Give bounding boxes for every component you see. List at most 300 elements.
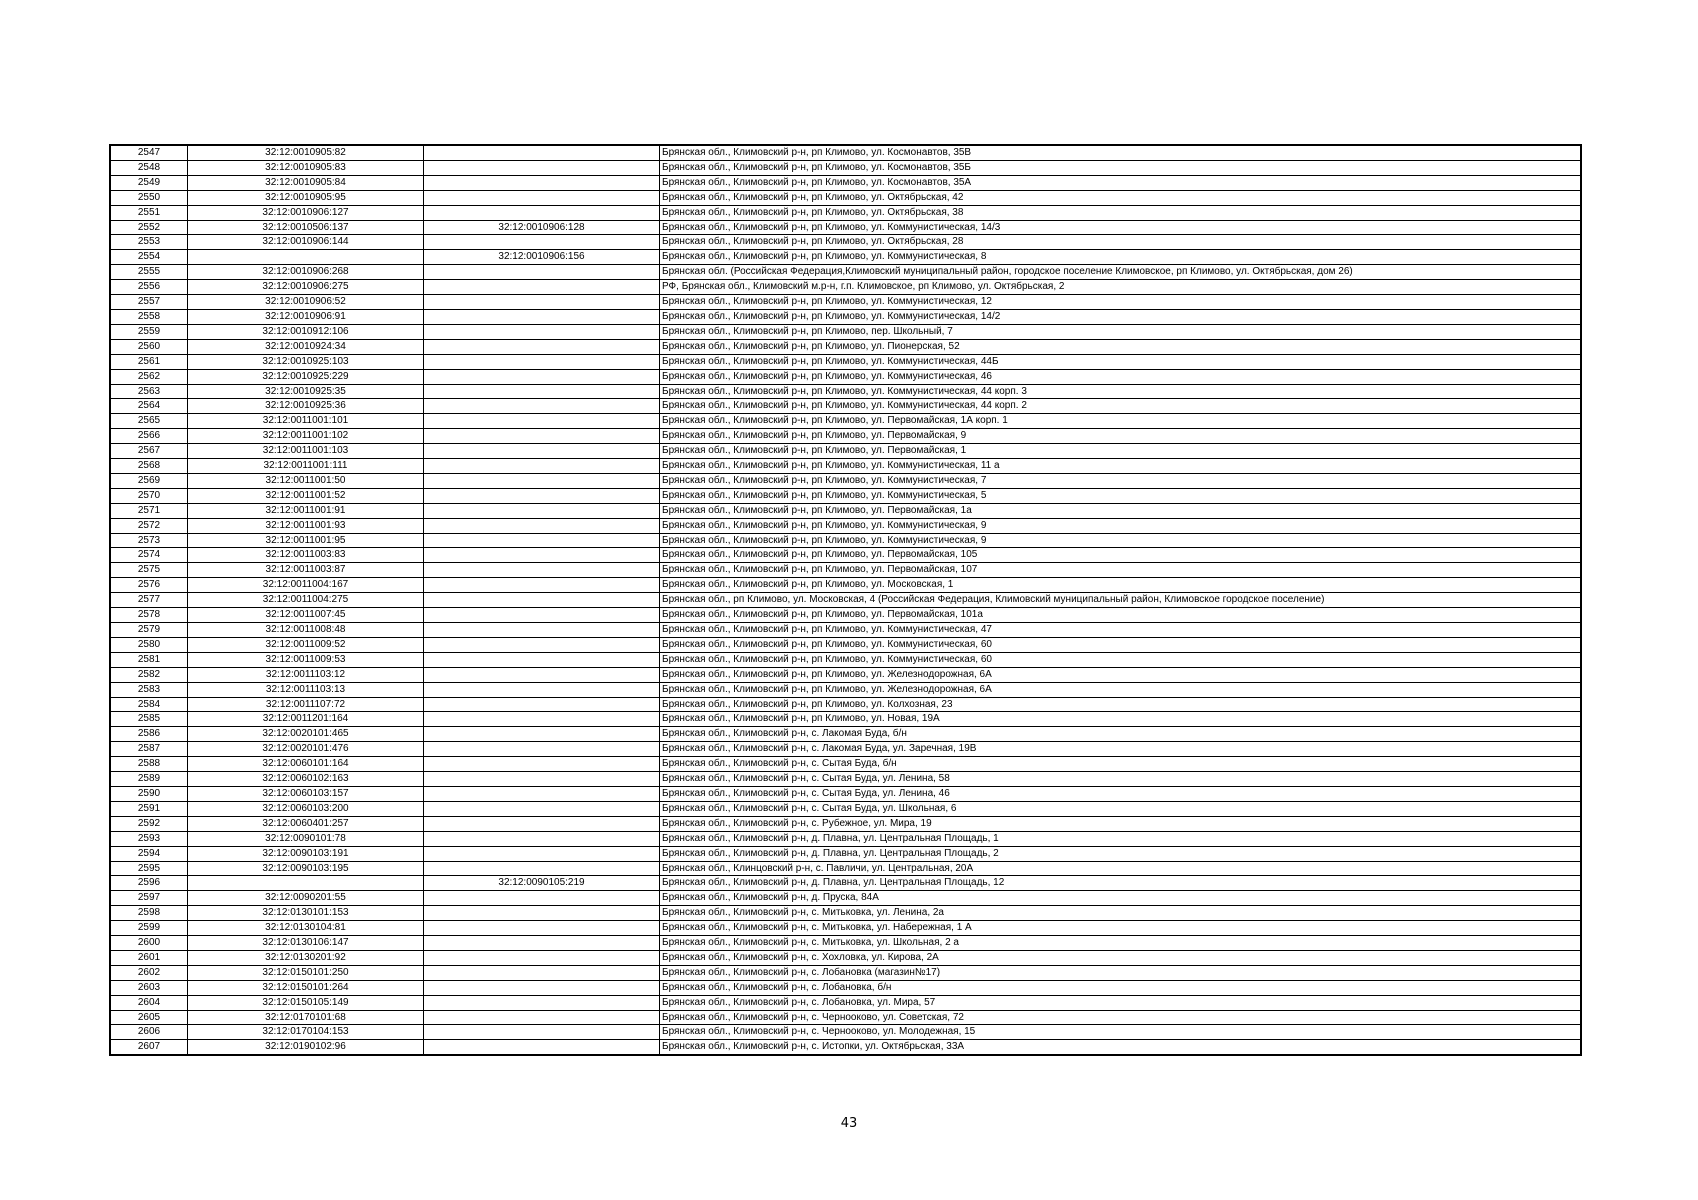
address-cell: Брянская обл., Климовский р-н, рп Климово, ул. Коммунистическая, 14/2 xyxy=(660,309,1582,324)
table-row xyxy=(110,369,1581,384)
cadastral-number-cell: 32:12:0190102:96 xyxy=(188,1040,424,1055)
related-cadastral-number-cell xyxy=(424,1010,660,1025)
row-number-cell: 2572 xyxy=(110,518,188,533)
table-row xyxy=(110,280,1581,295)
cadastral-number-cell: 32:12:0011107:72 xyxy=(188,697,424,712)
address-cell: Брянская обл., Климовский р-н, с. Лакомая Буда, ул. Заречная, 19В xyxy=(660,742,1582,757)
related-cadastral-number-cell xyxy=(424,548,660,563)
table-row xyxy=(110,697,1581,712)
table-row xyxy=(110,742,1581,757)
address-cell: Брянская обл., Климовский р-н, с. Митьковка, ул. Школьная, 2 а xyxy=(660,936,1582,951)
table-row xyxy=(110,548,1581,563)
related-cadastral-number-cell xyxy=(424,623,660,638)
related-cadastral-number-cell xyxy=(424,309,660,324)
cadastral-number-cell: 32:12:0060101:164 xyxy=(188,757,424,772)
address-cell: Брянская обл., Климовский р-н, рп Климово, ул. Коммунистическая, 47 xyxy=(660,623,1582,638)
cadastral-number-cell xyxy=(188,876,424,891)
table-row xyxy=(110,578,1581,593)
row-number-cell: 2601 xyxy=(110,950,188,965)
table-row xyxy=(110,861,1581,876)
cadastral-number-cell: 32:12:0011003:87 xyxy=(188,563,424,578)
related-cadastral-number-cell: 32:12:0010906:156 xyxy=(424,250,660,265)
address-cell: Брянская обл., Климовский р-н, д. Плавна, ул. Центральная Площадь, 2 xyxy=(660,846,1582,861)
cadastral-number-cell: 32:12:0010912:106 xyxy=(188,324,424,339)
table-row xyxy=(110,250,1581,265)
cadastral-number-cell: 32:12:0010905:95 xyxy=(188,190,424,205)
cadastral-number-cell: 32:12:0010506:137 xyxy=(188,220,424,235)
cadastral-number-cell: 32:12:0010906:52 xyxy=(188,295,424,310)
address-cell: Брянская обл., Климовский р-н, рп Климово, ул. Коммунистическая, 44 корп. 2 xyxy=(660,399,1582,414)
row-number-cell: 2565 xyxy=(110,414,188,429)
row-number-cell: 2550 xyxy=(110,190,188,205)
table-row xyxy=(110,846,1581,861)
cadastral-number-cell: 32:12:0011201:164 xyxy=(188,712,424,727)
row-number-cell: 2599 xyxy=(110,921,188,936)
related-cadastral-number-cell xyxy=(424,384,660,399)
cadastral-number-cell: 32:12:0010925:35 xyxy=(188,384,424,399)
cadastral-number-cell: 32:12:0010925:36 xyxy=(188,399,424,414)
cadastral-number-cell: 32:12:0011001:111 xyxy=(188,459,424,474)
table-row xyxy=(110,503,1581,518)
table-row xyxy=(110,339,1581,354)
row-number-cell: 2558 xyxy=(110,309,188,324)
related-cadastral-number-cell xyxy=(424,950,660,965)
cadastral-number-cell: 32:12:0011008:48 xyxy=(188,623,424,638)
related-cadastral-number-cell xyxy=(424,667,660,682)
address-cell: Брянская обл., Климовский р-н, с. Хохловка, ул. Кирова, 2А xyxy=(660,950,1582,965)
cadastral-number-cell: 32:12:0060102:163 xyxy=(188,772,424,787)
related-cadastral-number-cell xyxy=(424,444,660,459)
address-cell: Брянская обл., Климовский р-н, рп Климово, ул. Коммунистическая, 12 xyxy=(660,295,1582,310)
cadastral-number-cell: 32:12:0170101:68 xyxy=(188,1010,424,1025)
cadastral-number-cell: 32:12:0010906:275 xyxy=(188,280,424,295)
cadastral-number-cell: 32:12:0011001:93 xyxy=(188,518,424,533)
related-cadastral-number-cell xyxy=(424,518,660,533)
address-cell: Брянская обл., Климовский р-н, рп Климово, ул. Первомайская, 1 xyxy=(660,444,1582,459)
cadastral-number-cell: 32:12:0130201:92 xyxy=(188,950,424,965)
table-row xyxy=(110,459,1581,474)
row-number-cell: 2554 xyxy=(110,250,188,265)
row-number-cell: 2598 xyxy=(110,906,188,921)
row-number-cell: 2571 xyxy=(110,503,188,518)
row-number-cell: 2549 xyxy=(110,175,188,190)
related-cadastral-number-cell xyxy=(424,160,660,175)
address-cell: Брянская обл., Климовский р-н, рп Климово, ул. Коммунистическая, 46 xyxy=(660,369,1582,384)
address-cell: Брянская обл., Климовский р-н, с. Митьковка, ул. Ленина, 2а xyxy=(660,906,1582,921)
row-number-cell: 2580 xyxy=(110,637,188,652)
table-row xyxy=(110,175,1581,190)
related-cadastral-number-cell xyxy=(424,175,660,190)
related-cadastral-number-cell xyxy=(424,965,660,980)
address-cell: Брянская обл., Климовский р-н, рп Климово, ул. Коммунистическая, 60 xyxy=(660,637,1582,652)
related-cadastral-number-cell xyxy=(424,190,660,205)
related-cadastral-number-cell xyxy=(424,936,660,951)
table-row xyxy=(110,265,1581,280)
related-cadastral-number-cell xyxy=(424,280,660,295)
register-table xyxy=(109,144,1582,1056)
table-row xyxy=(110,652,1581,667)
row-number-cell: 2551 xyxy=(110,205,188,220)
table-row xyxy=(110,876,1581,891)
row-number-cell: 2600 xyxy=(110,936,188,951)
row-number-cell: 2582 xyxy=(110,667,188,682)
row-number-cell: 2575 xyxy=(110,563,188,578)
address-cell: Брянская обл., Климовский р-н, с. Чернооково, ул. Молодежная, 15 xyxy=(660,1025,1582,1040)
cadastral-number-cell: 32:12:0011001:101 xyxy=(188,414,424,429)
cadastral-number-cell: 32:12:0090101:78 xyxy=(188,831,424,846)
address-cell: Брянская обл., Климовский р-н, рп Климово, ул. Железнодорожная, 6А xyxy=(660,682,1582,697)
related-cadastral-number-cell xyxy=(424,354,660,369)
row-number-cell: 2602 xyxy=(110,965,188,980)
related-cadastral-number-cell xyxy=(424,816,660,831)
cadastral-number-cell: 32:12:0010906:144 xyxy=(188,235,424,250)
table-row xyxy=(110,712,1581,727)
cadastral-number-cell: 32:12:0170104:153 xyxy=(188,1025,424,1040)
address-cell: Брянская обл., Климовский р-н, с. Сытая Буда, ул. Школьная, 6 xyxy=(660,801,1582,816)
related-cadastral-number-cell xyxy=(424,742,660,757)
related-cadastral-number-cell xyxy=(424,861,660,876)
address-cell: Брянская обл., Климовский р-н, рп Климово, ул. Октябрьская, 42 xyxy=(660,190,1582,205)
cadastral-number-cell: 32:12:0011001:52 xyxy=(188,488,424,503)
related-cadastral-number-cell xyxy=(424,757,660,772)
cadastral-number-cell: 32:12:0130101:153 xyxy=(188,906,424,921)
cadastral-number-cell: 32:12:0010905:82 xyxy=(188,145,424,160)
address-cell: Брянская обл., рп Климово, ул. Московская, 4 (Российская Федерация, Климовский муниципальный район, Климовское городское поселение) xyxy=(660,593,1582,608)
address-cell: Брянская обл., Климовский р-н, рп Климово, ул. Коммунистическая, 5 xyxy=(660,488,1582,503)
cadastral-number-cell: 32:12:0020101:465 xyxy=(188,727,424,742)
cadastral-number-cell: 32:12:0011001:91 xyxy=(188,503,424,518)
cadastral-number-cell: 32:12:0090103:195 xyxy=(188,861,424,876)
table-row xyxy=(110,1010,1581,1025)
row-number-cell: 2591 xyxy=(110,801,188,816)
related-cadastral-number-cell xyxy=(424,712,660,727)
address-cell: Брянская обл., Климовский р-н, с. Рубежное, ул. Мира, 19 xyxy=(660,816,1582,831)
address-cell: Брянская обл., Климовский р-н, рп Климово, ул. Космонавтов, 35Б xyxy=(660,160,1582,175)
row-number-cell: 2581 xyxy=(110,652,188,667)
table-row xyxy=(110,637,1581,652)
cadastral-number-cell: 32:12:0011103:13 xyxy=(188,682,424,697)
row-number-cell: 2566 xyxy=(110,429,188,444)
related-cadastral-number-cell xyxy=(424,772,660,787)
table-row xyxy=(110,980,1581,995)
address-cell: Брянская обл., Климовский р-н, рп Климово, ул. Коммунистическая, 11 а xyxy=(660,459,1582,474)
row-number-cell: 2594 xyxy=(110,846,188,861)
address-cell: Брянская обл., Климовский р-н, рп Климово, ул. Первомайская, 101а xyxy=(660,608,1582,623)
row-number-cell: 2579 xyxy=(110,623,188,638)
related-cadastral-number-cell xyxy=(424,652,660,667)
address-cell: Брянская обл., Климовский р-н, рп Климово, ул. Космонавтов, 35В xyxy=(660,145,1582,160)
table-row xyxy=(110,950,1581,965)
table-row xyxy=(110,608,1581,623)
related-cadastral-number-cell xyxy=(424,399,660,414)
address-cell: Брянская обл., Климовский р-н, с. Митьковка, ул. Набережная, 1 А xyxy=(660,921,1582,936)
row-number-cell: 2561 xyxy=(110,354,188,369)
table-row xyxy=(110,667,1581,682)
row-number-cell: 2567 xyxy=(110,444,188,459)
register-table-body xyxy=(110,145,1581,1055)
cadastral-number-cell: 32:12:0010906:91 xyxy=(188,309,424,324)
address-cell: Брянская обл. (Российская Федерация,Климовский муниципальный район, городское поселение Климовское, рп Климово, ул. Октябрьская, дом 26) xyxy=(660,265,1582,280)
address-cell: Брянская обл., Климовский р-н, рп Климово, ул. Коммунистическая, 14/3 xyxy=(660,220,1582,235)
related-cadastral-number-cell xyxy=(424,324,660,339)
related-cadastral-number-cell xyxy=(424,846,660,861)
row-number-cell: 2588 xyxy=(110,757,188,772)
address-cell: Брянская обл., Климовский р-н, рп Климово, ул. Первомайская, 9 xyxy=(660,429,1582,444)
related-cadastral-number-cell xyxy=(424,295,660,310)
row-number-cell: 2553 xyxy=(110,235,188,250)
related-cadastral-number-cell xyxy=(424,369,660,384)
address-cell: Брянская обл., Климовский р-н, д. Пруска, 84А xyxy=(660,891,1582,906)
row-number-cell: 2592 xyxy=(110,816,188,831)
row-number-cell: 2577 xyxy=(110,593,188,608)
cadastral-number-cell: 32:12:0011001:95 xyxy=(188,533,424,548)
table-row xyxy=(110,354,1581,369)
table-row xyxy=(110,444,1581,459)
cadastral-number-cell: 32:12:0150101:264 xyxy=(188,980,424,995)
table-row xyxy=(110,309,1581,324)
cadastral-number-cell: 32:12:0010925:229 xyxy=(188,369,424,384)
cadastral-number-cell: 32:12:0010925:103 xyxy=(188,354,424,369)
address-cell: Брянская обл., Климовский р-н, с. Истопки, ул. Октябрьская, 33А xyxy=(660,1040,1582,1055)
cadastral-number-cell: 32:12:0150105:149 xyxy=(188,995,424,1010)
address-cell: Брянская обл., Климовский р-н, рп Климово, ул. Первомайская, 107 xyxy=(660,563,1582,578)
related-cadastral-number-cell xyxy=(424,637,660,652)
related-cadastral-number-cell xyxy=(424,145,660,160)
cadastral-number-cell: 32:12:0010906:127 xyxy=(188,205,424,220)
table-row xyxy=(110,682,1581,697)
row-number-cell: 2547 xyxy=(110,145,188,160)
address-cell: Брянская обл., Климовский р-н, с. Чернооково, ул. Советская, 72 xyxy=(660,1010,1582,1025)
address-cell: Брянская обл., Климовский р-н, рп Климово, ул. Коммунистическая, 44 корп. 3 xyxy=(660,384,1582,399)
cadastral-number-cell: 32:12:0010905:84 xyxy=(188,175,424,190)
row-number-cell: 2595 xyxy=(110,861,188,876)
address-cell: Брянская обл., Климовский р-н, рп Климово, ул. Коммунистическая, 8 xyxy=(660,250,1582,265)
table-row xyxy=(110,295,1581,310)
related-cadastral-number-cell xyxy=(424,533,660,548)
table-row xyxy=(110,906,1581,921)
row-number-cell: 2564 xyxy=(110,399,188,414)
cadastral-number-cell: 32:12:0011001:103 xyxy=(188,444,424,459)
table-row xyxy=(110,995,1581,1010)
table-row xyxy=(110,145,1581,160)
related-cadastral-number-cell xyxy=(424,786,660,801)
related-cadastral-number-cell xyxy=(424,980,660,995)
address-cell: Брянская обл., Климовский р-н, рп Климово, ул. Коммунистическая, 9 xyxy=(660,533,1582,548)
cadastral-number-cell: 32:12:0011007:45 xyxy=(188,608,424,623)
table-row xyxy=(110,384,1581,399)
row-number-cell: 2557 xyxy=(110,295,188,310)
table-row xyxy=(110,190,1581,205)
address-cell: Брянская обл., Климовский р-н, рп Климово, ул. Октябрьская, 28 xyxy=(660,235,1582,250)
row-number-cell: 2605 xyxy=(110,1010,188,1025)
address-cell: Брянская обл., Климовский р-н, рп Климово, ул. Первомайская, 1А корп. 1 xyxy=(660,414,1582,429)
cadastral-number-cell: 32:12:0060401:257 xyxy=(188,816,424,831)
cadastral-number-cell: 32:12:0130106:147 xyxy=(188,936,424,951)
row-number-cell: 2555 xyxy=(110,265,188,280)
row-number-cell: 2570 xyxy=(110,488,188,503)
cadastral-number-cell: 32:12:0011001:50 xyxy=(188,473,424,488)
table-row xyxy=(110,1040,1581,1055)
address-cell: Брянская обл., Климовский р-н, рп Климово, ул. Коммунистическая, 7 xyxy=(660,473,1582,488)
row-number-cell: 2596 xyxy=(110,876,188,891)
related-cadastral-number-cell xyxy=(424,503,660,518)
address-cell: Брянская обл., Климовский р-н, с. Сытая Буда, ул. Ленина, 58 xyxy=(660,772,1582,787)
table-row xyxy=(110,757,1581,772)
row-number-cell: 2606 xyxy=(110,1025,188,1040)
address-cell: Брянская обл., Климовский р-н, д. Плавна, ул. Центральная Площадь, 12 xyxy=(660,876,1582,891)
address-cell: Брянская обл., Климовский р-н, рп Климово, ул. Коммунистическая, 60 xyxy=(660,652,1582,667)
address-cell: Брянская обл., Климовский р-н, рп Климово, пер. Школьный, 7 xyxy=(660,324,1582,339)
address-cell: Брянская обл., Климовский р-н, д. Плавна, ул. Центральная Площадь, 1 xyxy=(660,831,1582,846)
row-number-cell: 2593 xyxy=(110,831,188,846)
related-cadastral-number-cell xyxy=(424,682,660,697)
address-cell: Брянская обл., Климовский р-н, с. Лакомая Буда, б/н xyxy=(660,727,1582,742)
row-number-cell: 2560 xyxy=(110,339,188,354)
related-cadastral-number-cell xyxy=(424,995,660,1010)
address-cell: Брянская обл., Климовский р-н, рп Климово, ул. Коммунистическая, 9 xyxy=(660,518,1582,533)
table-row xyxy=(110,786,1581,801)
cadastral-number-cell: 32:12:0011103:12 xyxy=(188,667,424,682)
related-cadastral-number-cell xyxy=(424,235,660,250)
row-number-cell: 2563 xyxy=(110,384,188,399)
table-row xyxy=(110,772,1581,787)
cadastral-number-cell: 32:12:0011009:52 xyxy=(188,637,424,652)
table-row xyxy=(110,235,1581,250)
page-number: 43 xyxy=(840,1116,858,1131)
related-cadastral-number-cell: 32:12:0090105:219 xyxy=(424,876,660,891)
related-cadastral-number-cell xyxy=(424,697,660,712)
table-row xyxy=(110,533,1581,548)
related-cadastral-number-cell xyxy=(424,1025,660,1040)
cadastral-number-cell: 32:12:0011009:53 xyxy=(188,652,424,667)
row-number-cell: 2556 xyxy=(110,280,188,295)
row-number-cell: 2585 xyxy=(110,712,188,727)
row-number-cell: 2604 xyxy=(110,995,188,1010)
table-row xyxy=(110,921,1581,936)
cadastral-number-cell: 32:12:0010924:34 xyxy=(188,339,424,354)
row-number-cell: 2576 xyxy=(110,578,188,593)
cadastral-number-cell: 32:12:0090103:191 xyxy=(188,846,424,861)
table-row xyxy=(110,518,1581,533)
table-row xyxy=(110,429,1581,444)
row-number-cell: 2562 xyxy=(110,369,188,384)
related-cadastral-number-cell xyxy=(424,801,660,816)
address-cell: Брянская обл., Клинцовский р-н, с. Павличи, ул. Центральная, 20А xyxy=(660,861,1582,876)
address-cell: Брянская обл., Климовский р-н, рп Климово, ул. Колхозная, 23 xyxy=(660,697,1582,712)
address-cell: Брянская обл., Климовский р-н, с. Лобановка, б/н xyxy=(660,980,1582,995)
address-cell: РФ, Брянская обл., Климовский м.р-н, г.п. Климовское, рп Климово, ул. Октябрьская, 2 xyxy=(660,280,1582,295)
table-row xyxy=(110,831,1581,846)
cadastral-number-cell: 32:12:0150101:250 xyxy=(188,965,424,980)
row-number-cell: 2578 xyxy=(110,608,188,623)
cadastral-number-cell: 32:12:0020101:476 xyxy=(188,742,424,757)
row-number-cell: 2559 xyxy=(110,324,188,339)
row-number-cell: 2603 xyxy=(110,980,188,995)
cadastral-number-cell: 32:12:0010906:268 xyxy=(188,265,424,280)
address-cell: Брянская обл., Климовский р-н, рп Климово, ул. Московская, 1 xyxy=(660,578,1582,593)
table-row xyxy=(110,816,1581,831)
related-cadastral-number-cell xyxy=(424,578,660,593)
related-cadastral-number-cell xyxy=(424,891,660,906)
cadastral-number-cell: 32:12:0060103:200 xyxy=(188,801,424,816)
related-cadastral-number-cell xyxy=(424,339,660,354)
cadastral-number-cell: 32:12:0060103:157 xyxy=(188,786,424,801)
table-row xyxy=(110,160,1581,175)
address-cell: Брянская обл., Климовский р-н, рп Климово, ул. Коммунистическая, 44Б xyxy=(660,354,1582,369)
related-cadastral-number-cell xyxy=(424,265,660,280)
address-cell: Брянская обл., Климовский р-н, рп Климово, ул. Пионерская, 52 xyxy=(660,339,1582,354)
table-row xyxy=(110,324,1581,339)
row-number-cell: 2548 xyxy=(110,160,188,175)
cadastral-number-cell: 32:12:0011003:83 xyxy=(188,548,424,563)
row-number-cell: 2583 xyxy=(110,682,188,697)
table-row xyxy=(110,414,1581,429)
related-cadastral-number-cell xyxy=(424,459,660,474)
cadastral-number-cell: 32:12:0130104:81 xyxy=(188,921,424,936)
related-cadastral-number-cell xyxy=(424,593,660,608)
table-row xyxy=(110,473,1581,488)
related-cadastral-number-cell xyxy=(424,831,660,846)
row-number-cell: 2573 xyxy=(110,533,188,548)
address-cell: Брянская обл., Климовский р-н, рп Климово, ул. Октябрьская, 38 xyxy=(660,205,1582,220)
cadastral-number-cell: 32:12:0011004:275 xyxy=(188,593,424,608)
row-number-cell: 2586 xyxy=(110,727,188,742)
related-cadastral-number-cell: 32:12:0010906:128 xyxy=(424,220,660,235)
table-row xyxy=(110,936,1581,951)
row-number-cell: 2569 xyxy=(110,473,188,488)
cadastral-number-cell xyxy=(188,250,424,265)
row-number-cell: 2574 xyxy=(110,548,188,563)
related-cadastral-number-cell xyxy=(424,1040,660,1055)
table-row xyxy=(110,623,1581,638)
related-cadastral-number-cell xyxy=(424,414,660,429)
row-number-cell: 2607 xyxy=(110,1040,188,1055)
address-cell: Брянская обл., Климовский р-н, с. Сытая Буда, б/н xyxy=(660,757,1582,772)
address-cell: Брянская обл., Климовский р-н, рп Климово, ул. Космонавтов, 35А xyxy=(660,175,1582,190)
row-number-cell: 2590 xyxy=(110,786,188,801)
row-number-cell: 2597 xyxy=(110,891,188,906)
related-cadastral-number-cell xyxy=(424,563,660,578)
address-cell: Брянская обл., Климовский р-н, с. Лобановка (магазин№17) xyxy=(660,965,1582,980)
cadastral-number-cell: 32:12:0090201:55 xyxy=(188,891,424,906)
related-cadastral-number-cell xyxy=(424,429,660,444)
address-cell: Брянская обл., Климовский р-н, рп Климово, ул. Первомайская, 105 xyxy=(660,548,1582,563)
related-cadastral-number-cell xyxy=(424,906,660,921)
related-cadastral-number-cell xyxy=(424,205,660,220)
related-cadastral-number-cell xyxy=(424,921,660,936)
cadastral-number-cell: 32:12:0011001:102 xyxy=(188,429,424,444)
address-cell: Брянская обл., Климовский р-н, с. Лобановка, ул. Мира, 57 xyxy=(660,995,1582,1010)
row-number-cell: 2584 xyxy=(110,697,188,712)
table-row xyxy=(110,801,1581,816)
row-number-cell: 2587 xyxy=(110,742,188,757)
table-row xyxy=(110,220,1581,235)
table-row xyxy=(110,1025,1581,1040)
related-cadastral-number-cell xyxy=(424,473,660,488)
address-cell: Брянская обл., Климовский р-н, рп Климово, ул. Первомайская, 1а xyxy=(660,503,1582,518)
row-number-cell: 2589 xyxy=(110,772,188,787)
table-row xyxy=(110,965,1581,980)
related-cadastral-number-cell xyxy=(424,727,660,742)
table-row xyxy=(110,563,1581,578)
table-row xyxy=(110,727,1581,742)
table-row xyxy=(110,488,1581,503)
address-cell: Брянская обл., Климовский р-н, с. Сытая Буда, ул. Ленина, 46 xyxy=(660,786,1582,801)
table-row xyxy=(110,891,1581,906)
table-row xyxy=(110,593,1581,608)
related-cadastral-number-cell xyxy=(424,608,660,623)
address-cell: Брянская обл., Климовский р-н, рп Климово, ул. Железнодорожная, 6А xyxy=(660,667,1582,682)
